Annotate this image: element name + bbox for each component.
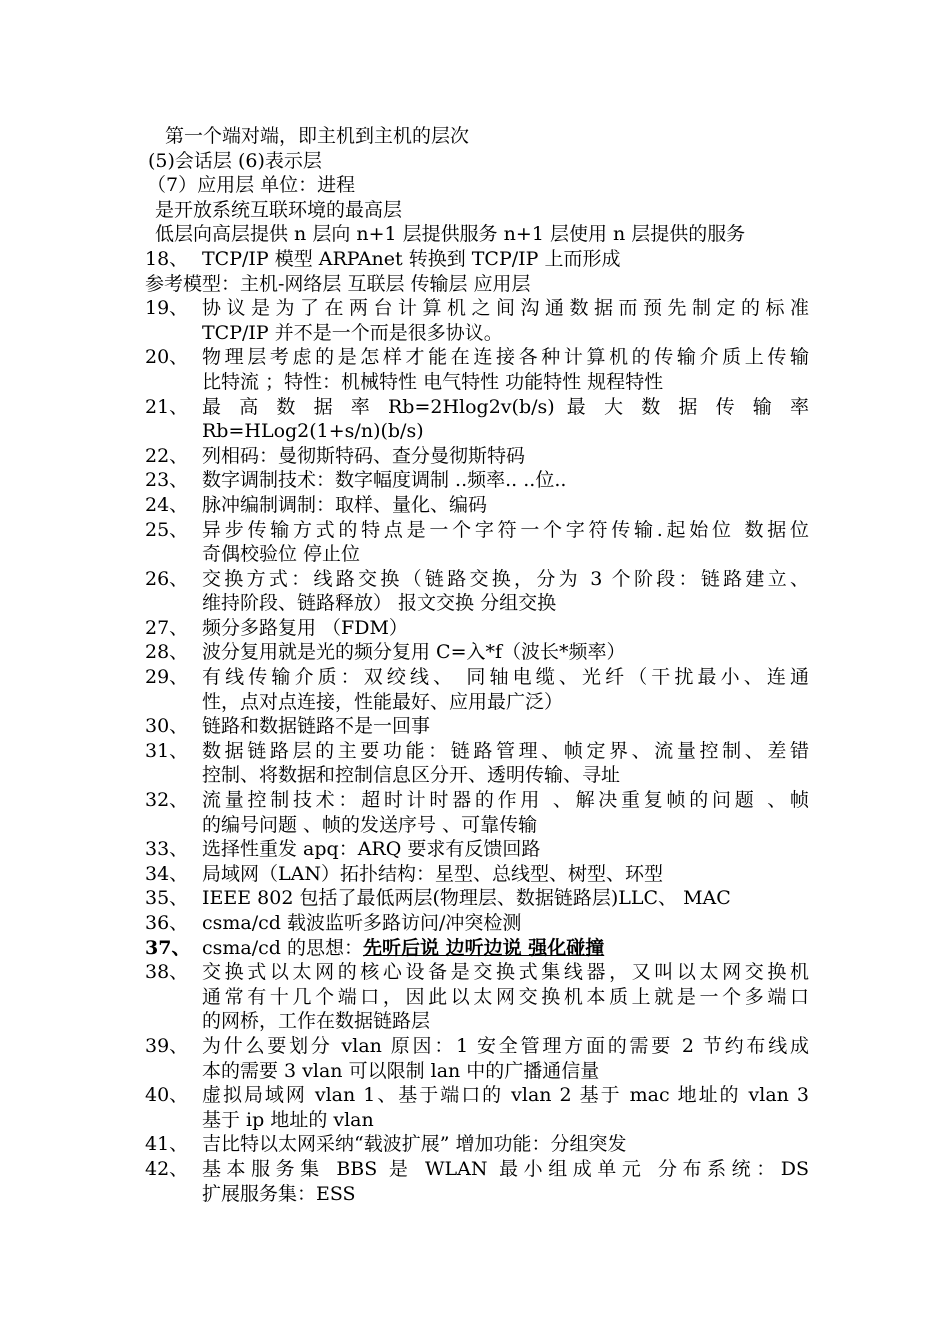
item-line: csma/cd 载波监听多路访问/冲突检测 (202, 912, 522, 934)
list-item (145, 444, 809, 469)
item-text (202, 665, 809, 714)
item-number: 36、 (145, 912, 189, 934)
item-number: 18、 (145, 247, 189, 270)
item-number: 42、 (145, 1157, 189, 1180)
list-item-18 (145, 247, 809, 272)
numbered-list-continued (145, 960, 809, 1206)
item-number: 24、 (145, 493, 189, 516)
numbered-list (145, 296, 809, 935)
item-text (202, 936, 809, 961)
item-text (202, 493, 809, 518)
list-item (145, 788, 809, 837)
item-number: 41、 (145, 1133, 189, 1156)
item-line: 交换方式：线路交换（链路交换，分为 3 个阶段：链路建立、 (202, 567, 809, 590)
item-line: 基于 ip 地址的 vlan (202, 1108, 374, 1131)
intro-line: 是开放系统互联环境的最高层 (155, 198, 403, 221)
item-line: 频分多路复用 （FDM） (202, 616, 408, 639)
item-number: 29、 (145, 666, 189, 689)
item-number: 30、 (145, 715, 189, 738)
item-line: 扩展服务集：ESS (202, 1182, 356, 1205)
item-text (202, 837, 809, 862)
item-line: 虚拟局域网 vlan 1、基于端口的 vlan 2 基于 mac 地址的 vlan 3 (202, 1084, 809, 1107)
item-number: 39、 (145, 1034, 189, 1057)
item-line: 物理层考虑的是怎样才能在连接各种计算机的传输介质上传输 (202, 346, 809, 369)
item-number: 40、 (145, 1084, 189, 1107)
list-item (145, 739, 809, 788)
intro-line: （7）应用层 单位：进程 (147, 174, 356, 197)
list-item (145, 468, 809, 493)
list-item (145, 518, 809, 567)
item-line: 交换式以太网的核心设备是交换式集线器，又叫以太网交换机 (202, 961, 809, 984)
item-line: 选择性重发 apq：ARQ 要求有反馈回路 (202, 838, 541, 861)
item-line: 链路和数据链路不是一回事 (202, 715, 431, 738)
item-line: 比特流 ；特性：机械特性 电气特性 功能特性 规程特性 (202, 370, 664, 393)
item-line: IEEE 802 包括了最低两层(物理层、数据链路层)LLC、 MAC (202, 887, 731, 910)
item-line: 最 高 数 据 率 Rb=2Hlog2v(b/s) 最 大 数 据 传 输 率 (202, 395, 809, 418)
list-item (145, 1132, 809, 1157)
item-text (202, 395, 809, 444)
item-number: 37、 (145, 936, 191, 959)
item-number: 32、 (145, 789, 189, 812)
list-item (145, 911, 809, 936)
item-text (202, 640, 809, 665)
item-number: 34、 (145, 862, 189, 885)
item-text (202, 714, 809, 739)
item-line: 通常有十几个端口，因此以太网交换机本质上就是一个多端口 (202, 985, 809, 1008)
item-number: 25、 (145, 518, 189, 541)
item-text (202, 296, 809, 345)
item-line: 维持阶段、链路释放） 报文交换 分组交换 (202, 592, 557, 615)
list-item (145, 493, 809, 518)
item-line: TCP/IP 模型 ARPAnet 转换到 TCP/IP 上而形成 (202, 247, 621, 270)
item-text (202, 518, 809, 567)
item-text (202, 444, 809, 469)
list-item (145, 296, 809, 345)
list-item (145, 960, 809, 1034)
list-item (145, 714, 809, 739)
item-line: Rb=HLog2(1+s/n)(b/s) (202, 420, 424, 443)
item-text (202, 788, 809, 837)
intro-line: 第一个端对端，即主机到主机的层次 (165, 125, 470, 147)
item-line: 控制、将数据和控制信息区分开、透明传输、寻址 (202, 764, 621, 787)
intro-line: 低层向高层提供 n 层向 n+1 层提供服务 n+1 层使用 n 层提供的服务 (155, 223, 746, 246)
item-line: 局域网（LAN）拓扑结构：星型、总线型、树型、环型 (202, 862, 663, 885)
item-text (202, 1083, 809, 1132)
list-item (145, 837, 809, 862)
item-line: 有线传输介质：双绞线、 同轴电缆、光纤（干扰最小、连通 (202, 666, 809, 689)
list-item (145, 345, 809, 394)
list-item (145, 1034, 809, 1083)
item-text (202, 1132, 809, 1157)
document-body (145, 124, 809, 1206)
list-item (145, 1157, 809, 1206)
item-number: 27、 (145, 616, 189, 639)
item-number: 28、 (145, 641, 189, 664)
item-line: 协议是为了在两台计算机之间沟通数据而预先制定的标准 (202, 297, 809, 320)
item-text (202, 345, 809, 394)
item-number: 20、 (145, 346, 189, 369)
item-line: 奇偶校验位 停止位 (202, 543, 361, 566)
item-text (202, 468, 809, 493)
item-number: 33、 (145, 838, 189, 861)
item-line: 数字调制技术：数字幅度调制 ..频率.. ..位.. (202, 469, 567, 492)
item-text (202, 567, 809, 616)
reference-model-line: 参考模型：主机-网络层 互联层 传输层 应用层 (145, 272, 531, 295)
item-line: 吉比特以太网采纳“载波扩展” 增加功能：分组突发 (202, 1133, 627, 1156)
item-text (202, 886, 809, 911)
item-text (202, 616, 809, 641)
item-number: 26、 (145, 567, 189, 590)
list-item (145, 616, 809, 641)
item-number: 22、 (145, 444, 189, 467)
list-item (145, 640, 809, 665)
item-number: 23、 (145, 469, 189, 492)
item-line: 流量控制技术：超时计时器的作用 、解决重复帧的问题 、帧 (202, 789, 809, 812)
item-number: 35、 (145, 887, 189, 910)
item-text (202, 960, 809, 1034)
item-text (202, 1157, 809, 1206)
list-item (145, 1083, 809, 1132)
item-line (202, 936, 809, 961)
item-number: 31、 (145, 739, 189, 762)
list-item-37 (145, 936, 809, 961)
list-item (145, 665, 809, 714)
item-number: 21、 (145, 395, 189, 418)
item-text (202, 862, 809, 887)
item-line: 数据链路层的主要功能：链路管理、帧定界、流量控制、差错 (202, 739, 809, 762)
item-line: 的编号问题 、帧的发送序号 、可靠传输 (202, 813, 538, 836)
item-text (202, 739, 809, 788)
item-prefix: csma/cd 的思想： (202, 936, 363, 959)
item-line: 的网桥，工作在数据链路层 (202, 1010, 431, 1033)
emphasized-text: 先听后说 边听边说 强化碰撞 (362, 936, 605, 959)
list-item (145, 395, 809, 444)
item-number: 38、 (145, 961, 189, 984)
list-item (145, 567, 809, 616)
item-line: 基本服务集 BBS 是 WLAN 最小组成单元 分布系统：DS (202, 1157, 809, 1180)
list-item (145, 886, 809, 911)
item-number: 19、 (145, 297, 189, 320)
list-item (145, 862, 809, 887)
item-text (202, 247, 809, 272)
item-line: 为什么要划分 vlan 原因：1 安全管理方面的需要 2 节约布线成 (202, 1034, 809, 1057)
item-line: 性，点对点连接，性能最好、应用最广泛） (202, 690, 564, 713)
item-line: 波分复用就是光的频分复用 C=入*f（波长*频率） (202, 641, 626, 664)
item-line: 列相码：曼彻斯特码、查分曼彻斯特码 (202, 444, 526, 467)
item-line: 脉冲编制调制：取样、量化、编码 (202, 493, 488, 516)
item-line: TCP/IP 并不是一个而是很多协议。 (202, 321, 503, 344)
intro-line: (5)会话层 (6)表示层 (148, 149, 322, 172)
item-line: 异步传输方式的特点是一个字符一个字符传输.起始位 数据位 (202, 518, 809, 541)
item-text (202, 911, 809, 936)
item-text (202, 1034, 809, 1083)
item-line: 本的需要 3 vlan 可以限制 lan 中的广播通信量 (202, 1059, 600, 1082)
